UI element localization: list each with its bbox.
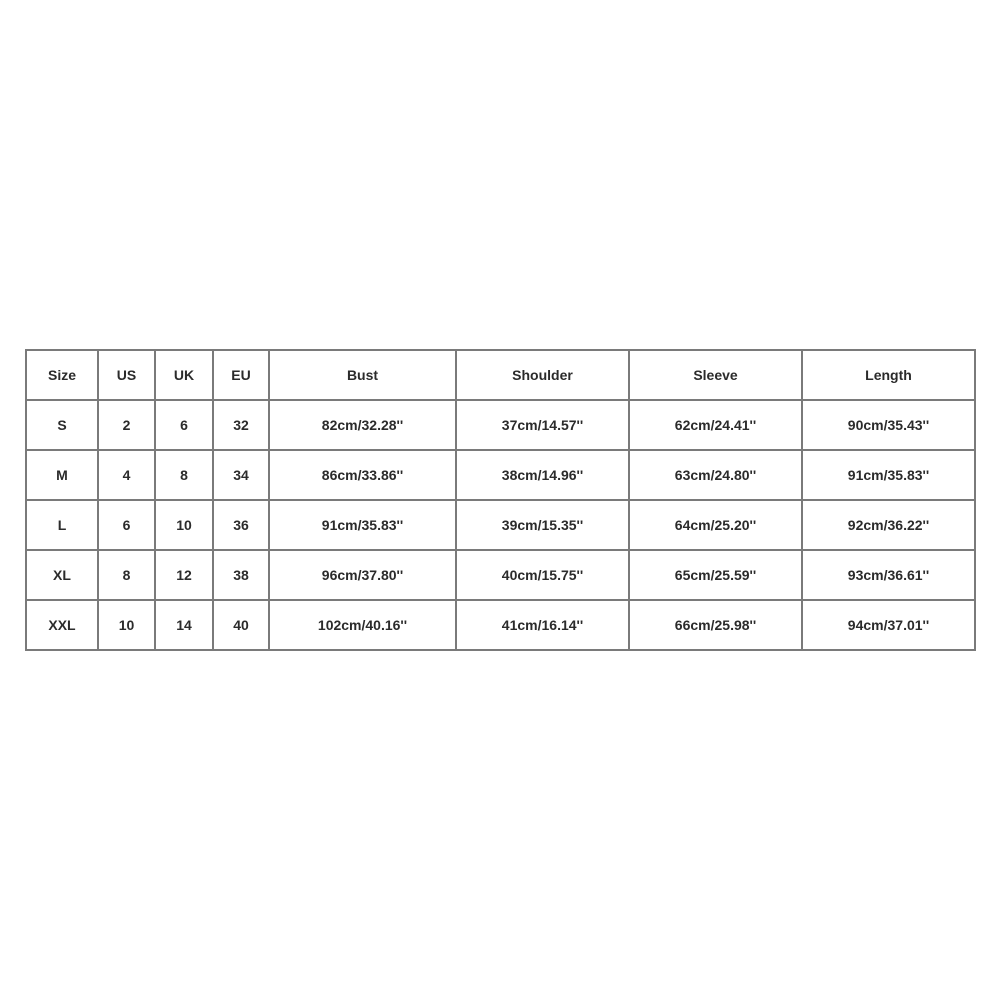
cell-eu: 38 — [214, 551, 270, 601]
cell-sleeve: 64cm/25.20'' — [630, 501, 803, 551]
cell-sleeve: 62cm/24.41'' — [630, 401, 803, 451]
cell-uk: 6 — [156, 401, 214, 451]
cell-sleeve: 66cm/25.98'' — [630, 601, 803, 651]
cell-shoulder: 38cm/14.96'' — [457, 451, 630, 501]
cell-size: S — [27, 401, 99, 451]
header-eu: EU — [214, 351, 270, 401]
cell-us: 4 — [99, 451, 156, 501]
header-shoulder: Shoulder — [457, 351, 630, 401]
table-row — [27, 451, 976, 501]
size-chart-table — [25, 349, 976, 651]
cell-length: 94cm/37.01'' — [803, 601, 976, 651]
cell-size: XL — [27, 551, 99, 601]
header-sleeve: Sleeve — [630, 351, 803, 401]
header-bust: Bust — [270, 351, 457, 401]
cell-size: XXL — [27, 601, 99, 651]
cell-shoulder: 40cm/15.75'' — [457, 551, 630, 601]
cell-uk: 12 — [156, 551, 214, 601]
cell-bust: 96cm/37.80'' — [270, 551, 457, 601]
cell-bust: 91cm/35.83'' — [270, 501, 457, 551]
table-row — [27, 401, 976, 451]
cell-sleeve: 65cm/25.59'' — [630, 551, 803, 601]
cell-us: 10 — [99, 601, 156, 651]
header-uk: UK — [156, 351, 214, 401]
header-length: Length — [803, 351, 976, 401]
cell-sleeve: 63cm/24.80'' — [630, 451, 803, 501]
table-row — [27, 551, 976, 601]
cell-us: 8 — [99, 551, 156, 601]
cell-length: 91cm/35.83'' — [803, 451, 976, 501]
cell-us: 2 — [99, 401, 156, 451]
cell-length: 90cm/35.43'' — [803, 401, 976, 451]
cell-size: M — [27, 451, 99, 501]
cell-uk: 14 — [156, 601, 214, 651]
cell-eu: 40 — [214, 601, 270, 651]
header-size: Size — [27, 351, 99, 401]
cell-eu: 36 — [214, 501, 270, 551]
cell-uk: 8 — [156, 451, 214, 501]
cell-us: 6 — [99, 501, 156, 551]
table-row — [27, 601, 976, 651]
cell-size: L — [27, 501, 99, 551]
cell-bust: 82cm/32.28'' — [270, 401, 457, 451]
table-row — [27, 501, 976, 551]
cell-uk: 10 — [156, 501, 214, 551]
cell-bust: 86cm/33.86'' — [270, 451, 457, 501]
header-us: US — [99, 351, 156, 401]
cell-eu: 32 — [214, 401, 270, 451]
cell-length: 93cm/36.61'' — [803, 551, 976, 601]
cell-eu: 34 — [214, 451, 270, 501]
cell-shoulder: 41cm/16.14'' — [457, 601, 630, 651]
cell-bust: 102cm/40.16'' — [270, 601, 457, 651]
header-row — [27, 351, 976, 401]
cell-shoulder: 39cm/15.35'' — [457, 501, 630, 551]
cell-shoulder: 37cm/14.57'' — [457, 401, 630, 451]
cell-length: 92cm/36.22'' — [803, 501, 976, 551]
